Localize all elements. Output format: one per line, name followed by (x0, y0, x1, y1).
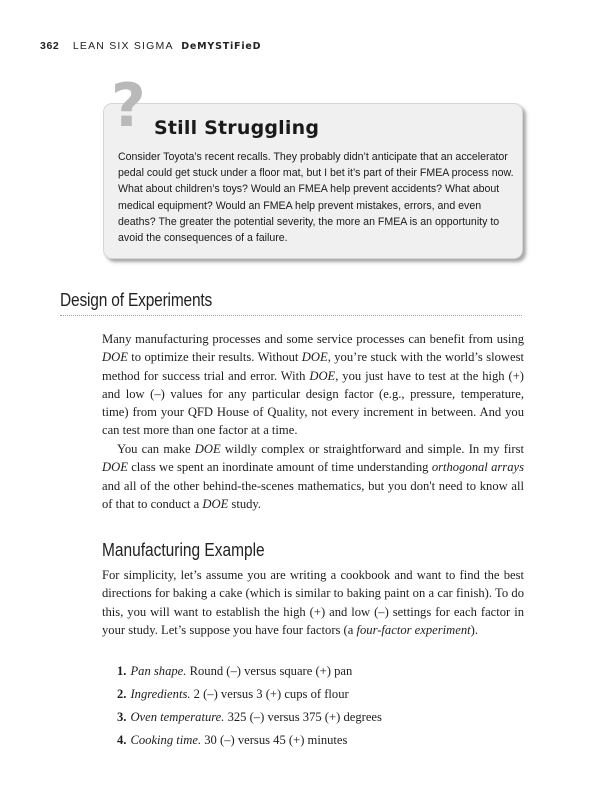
doe-paragraph-1: Many manufacturing processes and some service processes can benefit from using DOE to optimize their results. Without DOE, you’re stuck with the world’s slowest method for success trial and error. With DOE, you just have to test at the high (+) and low (–) values for any particular design factor (e.g., pressure, temperature, time) from your QFD House of Quality, not every increment in between. And you can test more than one factor at a time. (102, 332, 525, 438)
question-mark-icon: ? (111, 71, 146, 141)
still-struggling-title: Still Struggling (154, 117, 320, 139)
list-item: 3. Oven temperature. 325 (–) versus 375 (+) degrees (117, 710, 382, 724)
running-head (40, 40, 261, 52)
series-title: DeMYSTiFieD (181, 41, 262, 52)
mfg-paragraph-1: For simplicity, let’s assume you are writing a cookbook and want to find the best directions for baking a cake (which is similar to baking paint on a car finish). To do this, you will want to establish the high (+) and low (–) settings for each factor in your study. Let’s suppose you have four factors (a four-factor experiment). (102, 568, 524, 637)
factor-list (117, 660, 517, 752)
list-item: 2. Ingredients. 2 (–) versus 3 (+) cups of flour (117, 687, 349, 701)
list-item: 1. Pan shape. Round (–) versus square (+) pan (117, 664, 353, 678)
list-item: 4. Cooking time. 30 (–) versus 45 (+) minutes (117, 733, 348, 747)
doe-paragraph-2: You can make DOE wildly complex or straightforward and simple. In my first DOE class we spent an inordinate amount of time understanding orthogonal arrays and all of the other behind-the-scenes mathematics, but you don't need to know all of that to conduct a DOE study. (102, 442, 524, 511)
subheading-manufacturing-example: Manufacturing Example (102, 540, 265, 560)
section-divider (60, 315, 522, 316)
book-title: LEAN SIX SIGMA (72, 40, 174, 52)
still-struggling-text: Consider Toyota’s recent recalls. They probably didn’t anticipate that an accelerator pedal could get stuck under a floor mat, but I bet it’s part of their FMEA process now. What about children’s toys? Would an FMEA help prevent accidents? What about medical equipment? Would an FMEA help prevent mistakes, errors, and even deaths? The greater the potential severity, the more an FMEA is an opportunity to avoid the consequences of a failure. (118, 151, 514, 245)
page-number: 362 (40, 40, 60, 52)
section-heading-design-of-experiments: Design of Experiments (60, 290, 213, 310)
